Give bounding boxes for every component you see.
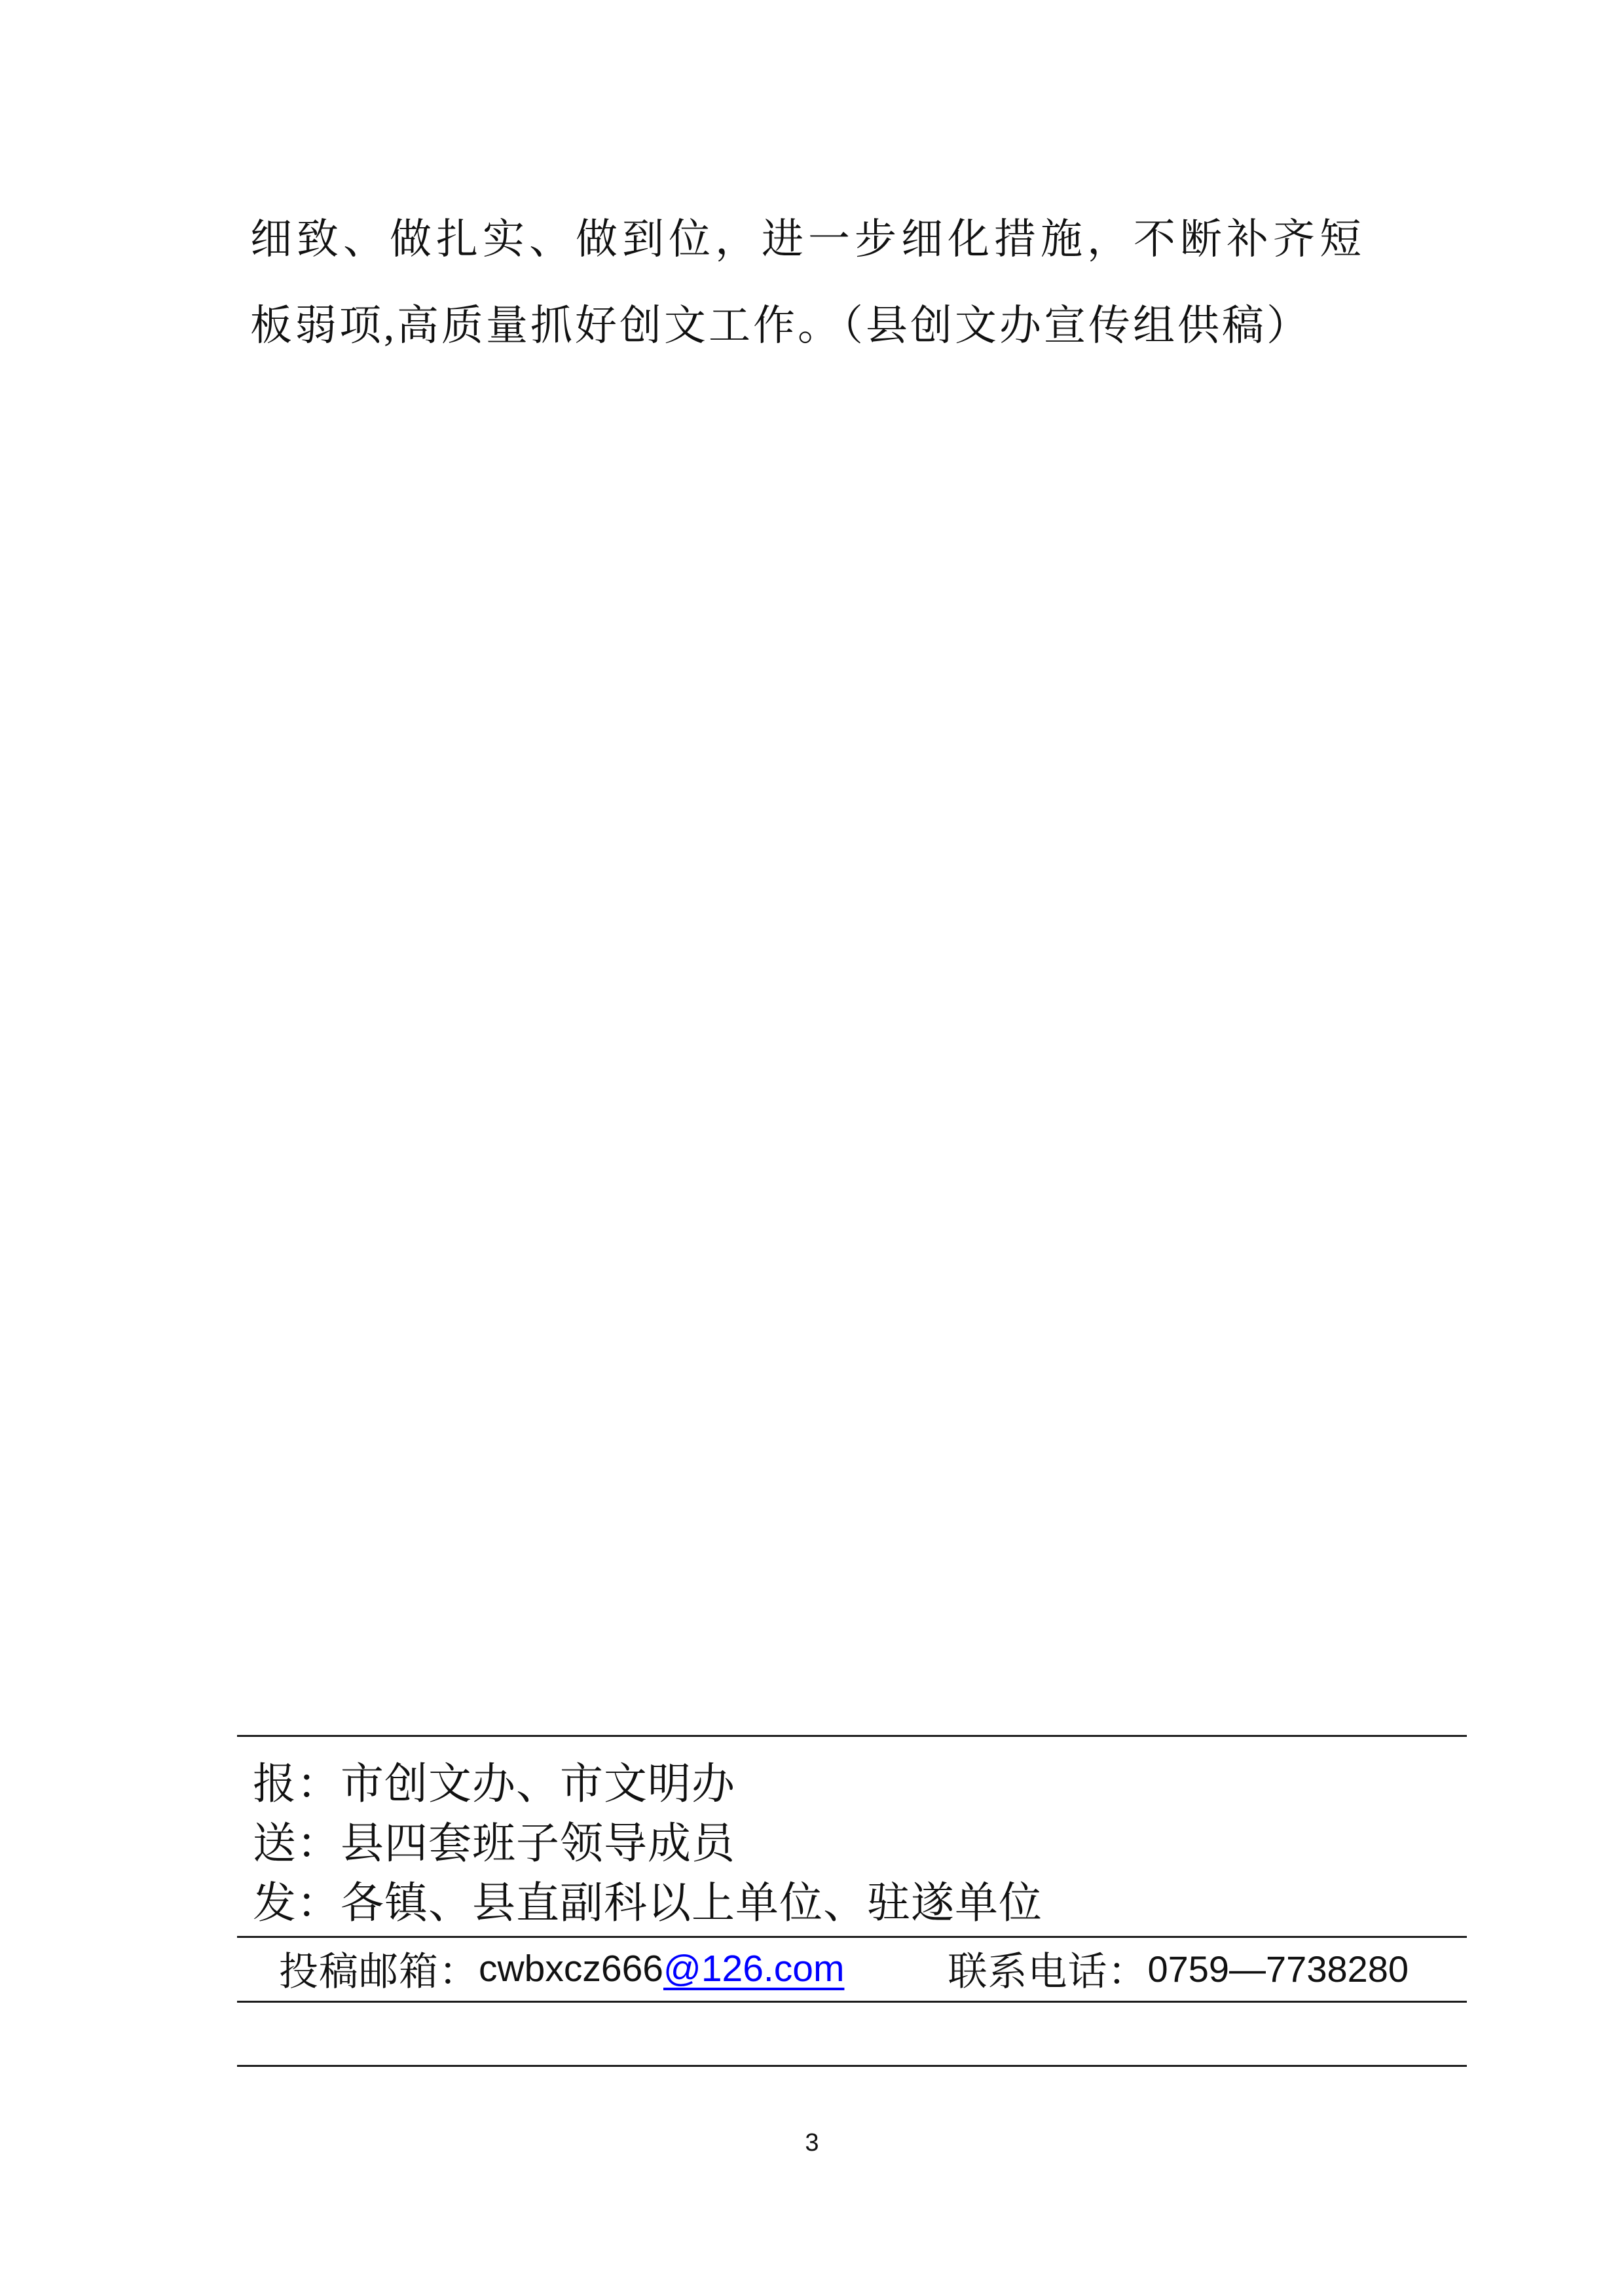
body-paragraph xyxy=(250,196,1390,369)
colophon-bottom-rule xyxy=(237,2065,1467,2067)
body-paragraph-line-1: 细致、做扎实、做到位，进一步细化措施，不断补齐短 xyxy=(250,216,1366,263)
distribution-issue-line: 发：各镇、县直副科以上单位、驻遂单位 xyxy=(253,1880,1043,1927)
colophon-top-rule xyxy=(237,1735,1467,1737)
distribution-send-line: 送：县四套班子领导成员 xyxy=(253,1820,735,1868)
contact-row xyxy=(279,1938,1409,1999)
phone-label: 联系电话： xyxy=(948,1950,1148,1994)
body-paragraph-line-2: 板弱项,高质量抓好创文工作。（县创文办宣传组供稿） xyxy=(250,302,1311,349)
page-number: 3 xyxy=(805,2129,819,2157)
email-domain-link[interactable]: @126.com xyxy=(663,1948,845,1990)
contact-bottom-rule xyxy=(237,2001,1467,2003)
distribution-report-line: 报：市创文办、市文明办 xyxy=(253,1760,735,1808)
distribution-block xyxy=(253,1755,1043,1933)
phone-number: 0759—7738280 xyxy=(1147,1948,1409,1990)
email-label: 投稿邮箱： xyxy=(279,1950,479,1994)
email-user-text: cwbxcz666 xyxy=(479,1948,663,1990)
